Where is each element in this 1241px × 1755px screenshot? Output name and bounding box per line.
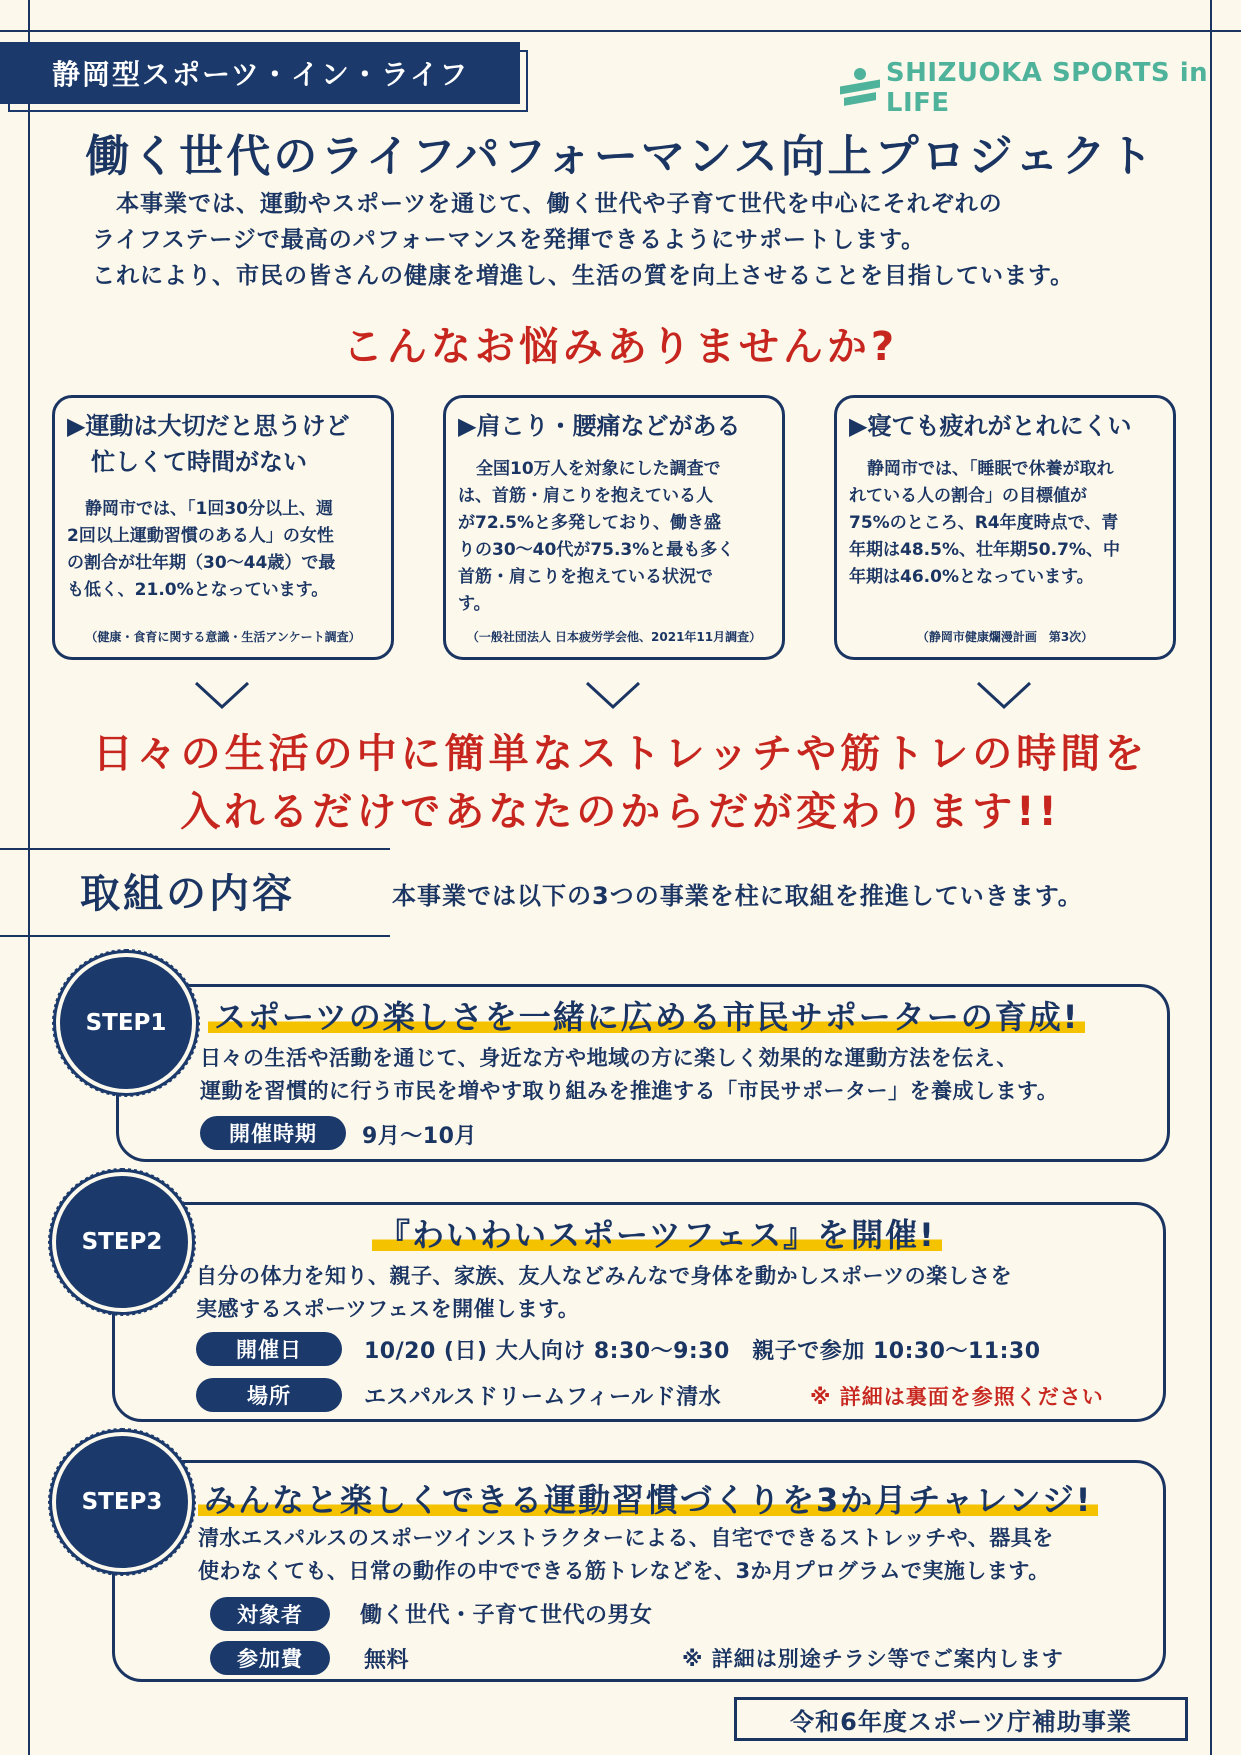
step2-badge: STEP2 xyxy=(56,1176,188,1308)
step3-title: みんなと楽しくできる運動習慣づくりを3か月チャレンジ! xyxy=(198,1475,1098,1521)
step1-text-line-1: 日々の生活や活動を通じて、身近な方や地域の方に楽しく効果的な運動方法を伝え、 xyxy=(200,1046,1018,1070)
step2-place-pill: 場所 xyxy=(196,1378,342,1412)
step1-title: スポーツの楽しさを一緒に広める市民サポーターの育成! xyxy=(208,992,1085,1038)
step3-fee-value: 無料 xyxy=(364,1648,410,1673)
card-heading: ▶寝ても疲れがとれにくい xyxy=(849,412,1132,440)
worry-card-3 xyxy=(834,395,1176,660)
chevron-down-icon xyxy=(583,680,643,710)
worry-card-1 xyxy=(52,395,394,660)
step3-fee-pill: 参加費 xyxy=(210,1641,330,1675)
step2-text-line-1: 自分の体力を知り、親子、家族、友人などみんなで身体を動かしスポーツの楽しさを xyxy=(196,1264,1013,1288)
section-title: 取組の内容 xyxy=(80,871,295,917)
step2-place-value: エスパルスドリームフィールド清水 xyxy=(364,1385,722,1410)
step3-target-pill: 対象者 xyxy=(210,1597,330,1631)
step2-title: 『わいわいスポーツフェス』を開催! xyxy=(372,1210,942,1256)
frame-top-line xyxy=(0,30,1241,32)
step2-date-pill: 開催日 xyxy=(196,1332,342,1366)
page-title: 働く世代のライフパフォーマンス向上プロジェクト xyxy=(85,131,1156,182)
step2-text-line-2: 実感するスポーツフェスを開催します。 xyxy=(196,1297,580,1321)
step3-note: ※ 詳細は別途チラシ等でご案内します xyxy=(682,1647,1064,1671)
chevron-down-icon xyxy=(974,680,1034,710)
card-heading: ▶運動は大切だと思うけど 忙しくて時間がない xyxy=(67,412,350,476)
step1-period-pill: 開催時期 xyxy=(200,1116,346,1150)
card-heading: ▶肩こり・腰痛などがある xyxy=(458,412,741,440)
intro-line-2: ライフステージで最高のパフォーマンスを発揮できるようにサポートします。 xyxy=(92,227,926,253)
chevron-down-icon xyxy=(192,680,252,710)
logo xyxy=(840,58,1241,118)
step1-period-value: 9月～10月 xyxy=(362,1124,477,1149)
step1-text-line-2: 運動を習慣的に行う市民を増やす取り組みを推進する「市民サポーター」を養成します。 xyxy=(200,1079,1059,1103)
worry-card-2 xyxy=(443,395,785,660)
step2-note: ※ 詳細は裏面を参照ください xyxy=(810,1385,1104,1409)
step3-text-line-2: 使わなくても、日常の動作の中でできる筋トレなどを、3か月プログラムで実施します。 xyxy=(198,1559,1050,1583)
step1-badge: STEP1 xyxy=(60,957,192,1089)
key-message-line-2: 入れるだけであなたのからだが変わります!! xyxy=(180,789,1061,835)
step2-date-value: 10/20 (日) 大人向け 8:30～9:30 親子で参加 10:30～11:30 xyxy=(364,1339,1041,1364)
key-message-line-1: 日々の生活の中に簡単なストレッチや筋トレの時間を xyxy=(92,731,1149,777)
card-source: （一般社団法人 日本疲労学会他、2021年11月調査） xyxy=(466,630,762,644)
section-description: 本事業では以下の3つの事業を柱に取組を推進していきます。 xyxy=(392,882,1083,910)
header-tag: 静岡型スポーツ・イン・ライフ xyxy=(0,42,520,104)
intro-line-1: 本事業では、運動やスポーツを通じて、働く世代や子育て世代を中心にそれぞれの xyxy=(116,191,1003,217)
footer-subsidy-label: 令和6年度スポーツ庁補助事業 xyxy=(734,1697,1188,1741)
runner-logo-icon xyxy=(840,68,876,108)
step3-target-value: 働く世代・子育て世代の男女 xyxy=(360,1603,653,1628)
frame-right-line xyxy=(1210,0,1212,1755)
card-body: 全国10万人を対象にした調査で は、首筋・肩こりを抱えている人 が72.5%と多発しており、働き盛 りの30～40代が75.3%と最も多く 首筋・肩こりを抱えている状況で す。 xyxy=(458,459,735,614)
step3-text-line-1: 清水エスパルスのスポーツインストラクターによる、自宅でできるストレッチや、器具を xyxy=(198,1526,1054,1550)
card-source: （静岡市健康爛漫計画 第3次） xyxy=(916,630,1094,644)
card-body: 静岡市では、「睡眠で休養が取れ れている人の割合」の目標値が 75%のところ、R4年度時点で、青 年期は48.5%、壮年期50.7%、中 年期は46.0%となっています。 xyxy=(849,459,1120,587)
frame-divider-line-lower xyxy=(0,935,390,937)
frame-divider-line xyxy=(0,848,390,850)
card-body: 静岡市では、「1回30分以上、週 2回以上運動習慣のある人」の女性 の割合が壮年期（30～44歳）で最 も低く、21.0%となっています。 xyxy=(67,499,336,600)
intro-line-3: これにより、市民の皆さんの健康を増進し、生活の質を向上させることを目指しています。 xyxy=(92,263,1075,289)
logo-text: SHIZUOKA SPORTS in LIFE xyxy=(885,58,1209,118)
card-source: （健康・食育に関する意識・生活アンケート調査） xyxy=(85,630,361,644)
step3-badge: STEP3 xyxy=(56,1436,188,1568)
worry-title: こんなお悩みありませんか? xyxy=(342,324,899,370)
frame-left-line xyxy=(28,0,30,1755)
intro-text xyxy=(92,186,1172,294)
